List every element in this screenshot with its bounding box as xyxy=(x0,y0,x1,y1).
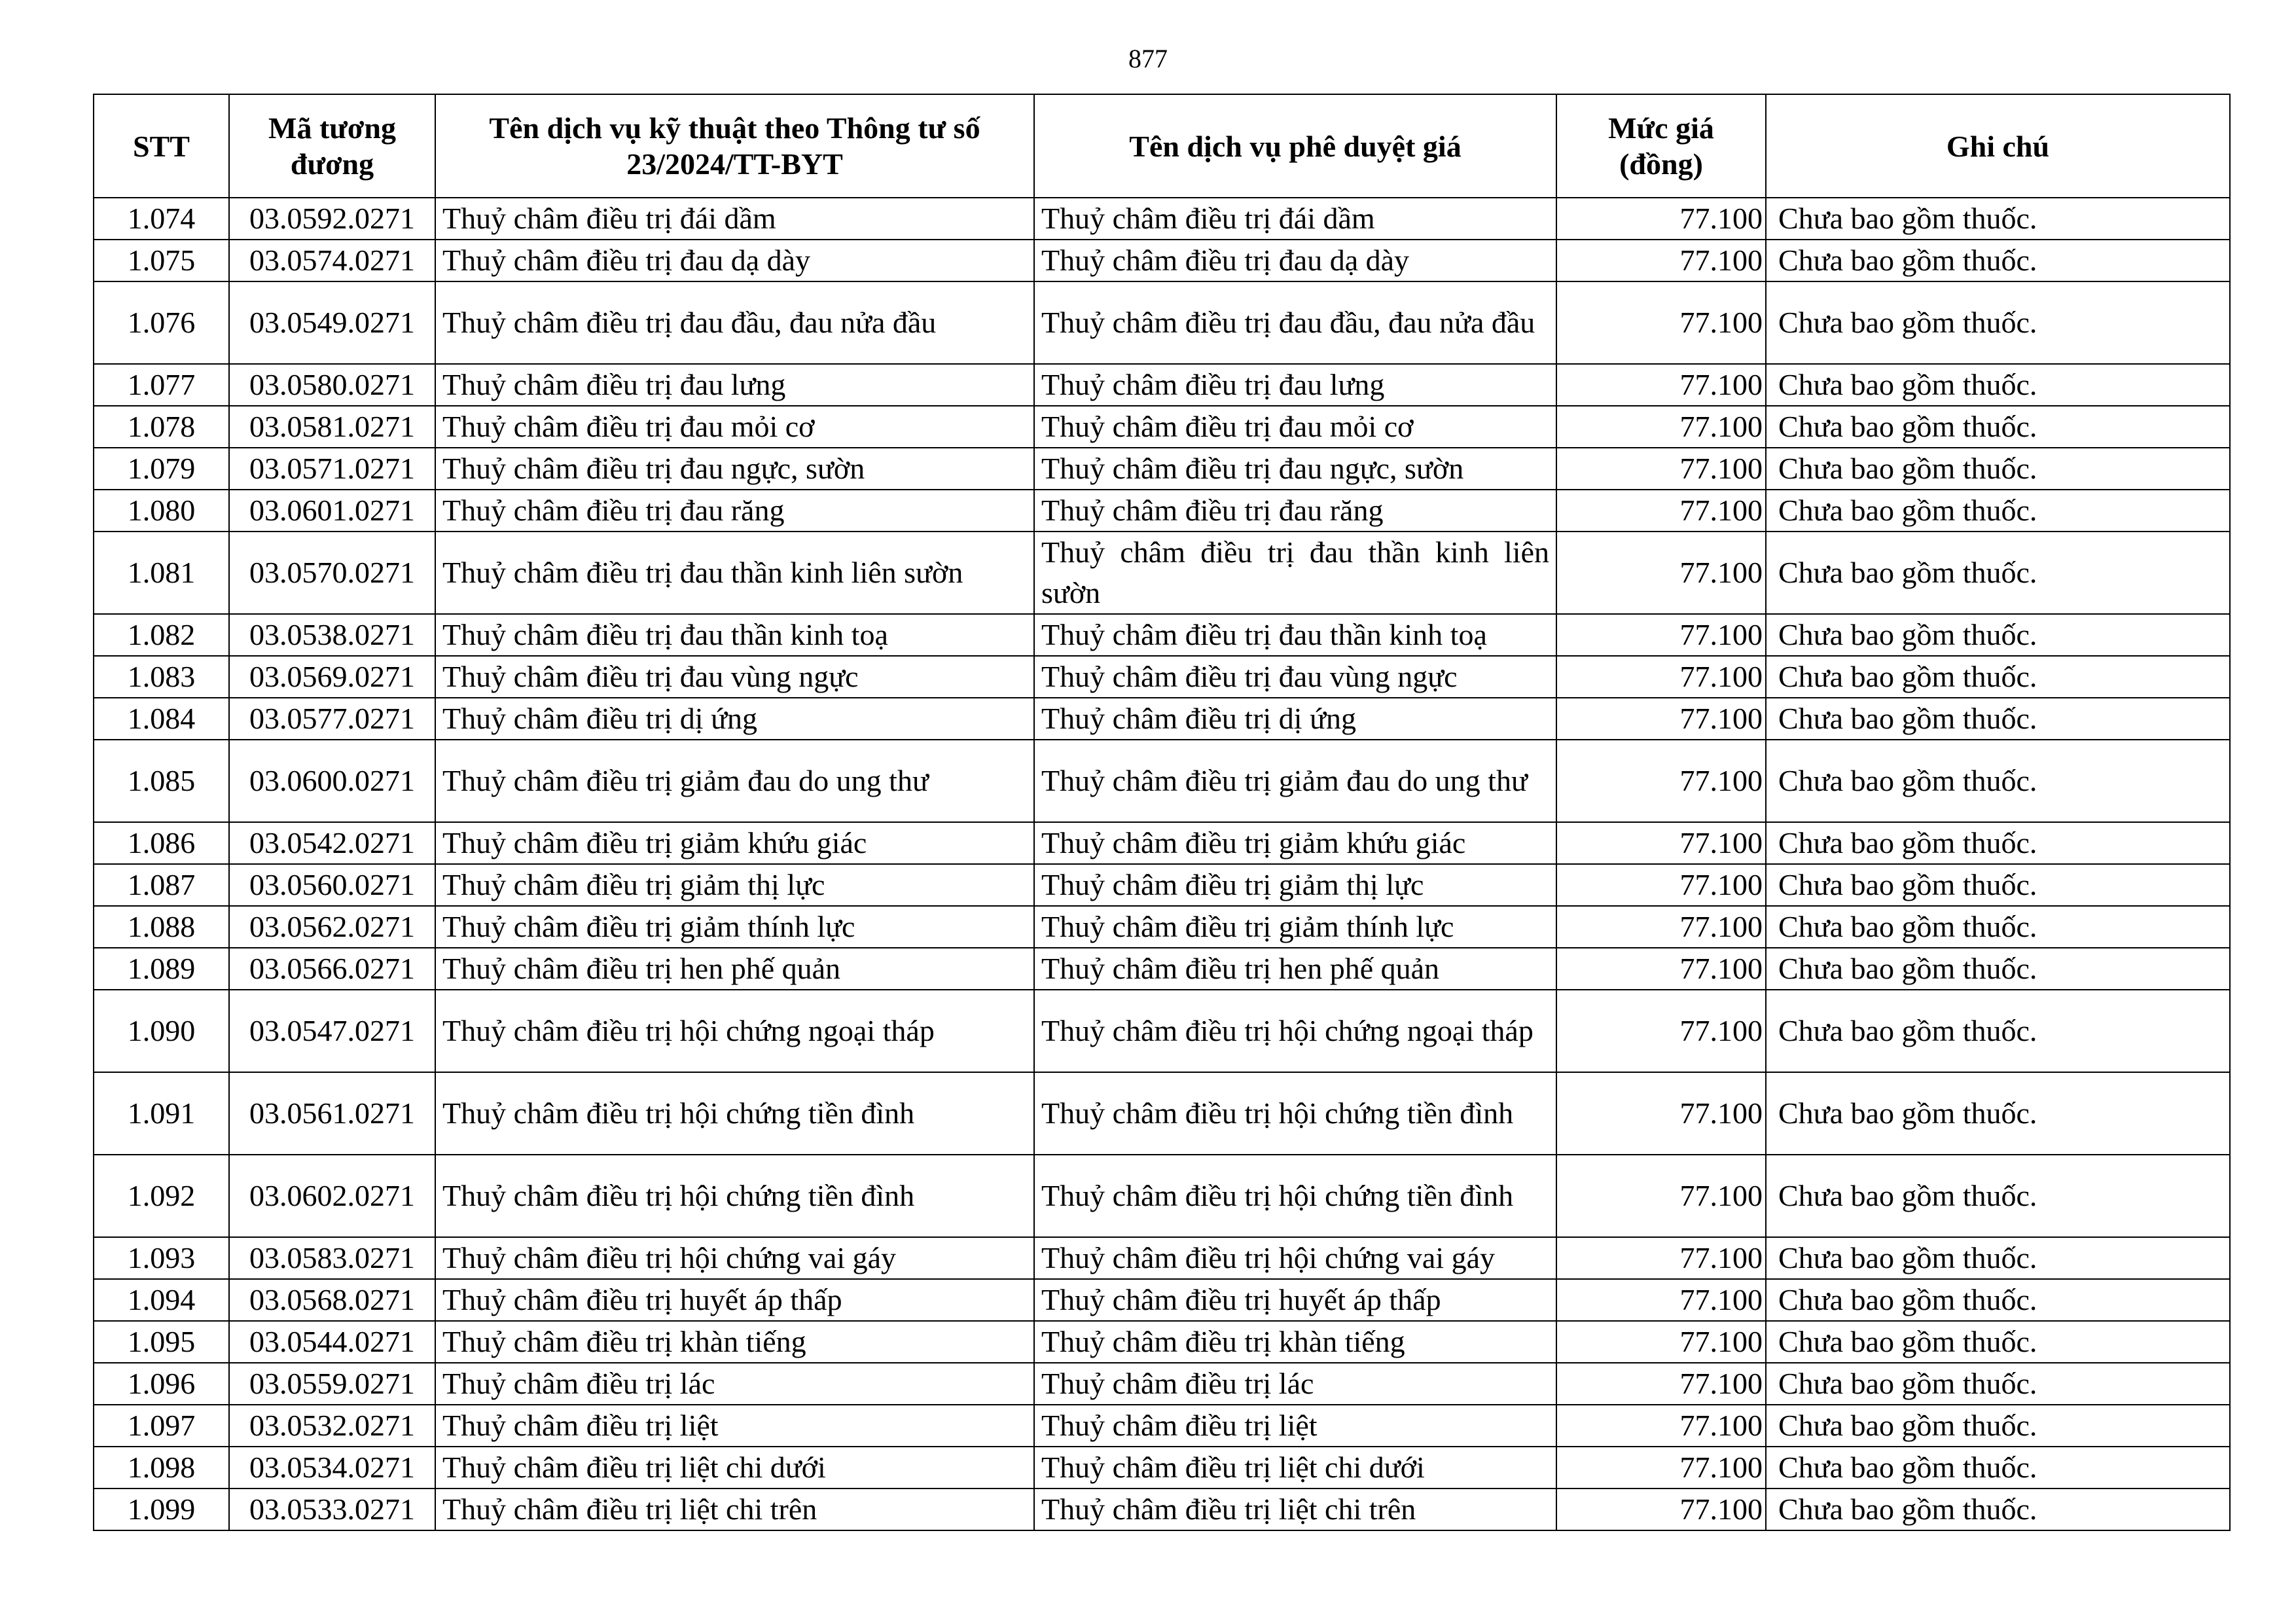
cell-stt: 1.084 xyxy=(94,698,229,740)
cell-approved-name: Thuỷ châm điều trị đau thần kinh liên sườn xyxy=(1034,532,1556,614)
cell-stt: 1.079 xyxy=(94,448,229,490)
price-table xyxy=(93,94,2231,1531)
header-stt: STT xyxy=(94,94,229,198)
cell-stt: 1.087 xyxy=(94,864,229,906)
cell-approved-name: Thuỷ châm điều trị đau thần kinh toạ xyxy=(1034,614,1556,656)
cell-price: 77.100 xyxy=(1556,1363,1766,1405)
cell-note: Chưa bao gồm thuốc. xyxy=(1766,656,2230,698)
cell-code: 03.0542.0271 xyxy=(229,822,435,864)
cell-service-name: Thuỷ châm điều trị liệt xyxy=(435,1405,1034,1447)
cell-code: 03.0583.0271 xyxy=(229,1237,435,1279)
cell-note: Chưa bao gồm thuốc. xyxy=(1766,864,2230,906)
table-row xyxy=(94,1489,2230,1530)
cell-code: 03.0532.0271 xyxy=(229,1405,435,1447)
cell-note: Chưa bao gồm thuốc. xyxy=(1766,1155,2230,1237)
table-row xyxy=(94,532,2230,614)
cell-note: Chưa bao gồm thuốc. xyxy=(1766,1405,2230,1447)
cell-service-name: Thuỷ châm điều trị đái dầm xyxy=(435,198,1034,240)
cell-service-name: Thuỷ châm điều trị giảm thính lực xyxy=(435,906,1034,948)
cell-service-name: Thuỷ châm điều trị đau răng xyxy=(435,490,1034,532)
cell-price: 77.100 xyxy=(1556,614,1766,656)
cell-note: Chưa bao gồm thuốc. xyxy=(1766,822,2230,864)
cell-price: 77.100 xyxy=(1556,406,1766,448)
cell-approved-name: Thuỷ châm điều trị đau đầu, đau nửa đầu xyxy=(1034,281,1556,364)
cell-code: 03.0570.0271 xyxy=(229,532,435,614)
cell-approved-name: Thuỷ châm điều trị đau dạ dày xyxy=(1034,240,1556,281)
cell-service-name: Thuỷ châm điều trị hen phế quản xyxy=(435,948,1034,990)
table-row xyxy=(94,448,2230,490)
cell-note: Chưa bao gồm thuốc. xyxy=(1766,1072,2230,1155)
cell-service-name: Thuỷ châm điều trị liệt chi dưới xyxy=(435,1447,1034,1489)
cell-code: 03.0544.0271 xyxy=(229,1321,435,1363)
cell-approved-name: Thuỷ châm điều trị hen phế quản xyxy=(1034,948,1556,990)
cell-approved-name: Thuỷ châm điều trị giảm thị lực xyxy=(1034,864,1556,906)
cell-note: Chưa bao gồm thuốc. xyxy=(1766,448,2230,490)
table-row xyxy=(94,1363,2230,1405)
cell-approved-name: Thuỷ châm điều trị hội chứng tiền đình xyxy=(1034,1072,1556,1155)
table-row xyxy=(94,1405,2230,1447)
cell-price: 77.100 xyxy=(1556,740,1766,822)
table-row xyxy=(94,1279,2230,1321)
cell-note: Chưa bao gồm thuốc. xyxy=(1766,1489,2230,1530)
cell-service-name: Thuỷ châm điều trị hội chứng tiền đình xyxy=(435,1072,1034,1155)
cell-price: 77.100 xyxy=(1556,1072,1766,1155)
header-service-name: Tên dịch vụ kỹ thuật theo Thông tư số 23/2024/TT-BYT xyxy=(435,94,1034,198)
cell-approved-name: Thuỷ châm điều trị hội chứng vai gáy xyxy=(1034,1237,1556,1279)
header-code: Mã tương đương xyxy=(229,94,435,198)
cell-price: 77.100 xyxy=(1556,448,1766,490)
cell-approved-name: Thuỷ châm điều trị giảm đau do ung thư xyxy=(1034,740,1556,822)
cell-note: Chưa bao gồm thuốc. xyxy=(1766,281,2230,364)
cell-approved-name: Thuỷ châm điều trị liệt chi dưới xyxy=(1034,1447,1556,1489)
cell-price: 77.100 xyxy=(1556,490,1766,532)
table-row xyxy=(94,364,2230,406)
cell-note: Chưa bao gồm thuốc. xyxy=(1766,1279,2230,1321)
cell-note: Chưa bao gồm thuốc. xyxy=(1766,406,2230,448)
table-row xyxy=(94,990,2230,1072)
cell-code: 03.0560.0271 xyxy=(229,864,435,906)
table-row xyxy=(94,656,2230,698)
cell-code: 03.0562.0271 xyxy=(229,906,435,948)
cell-code: 03.0601.0271 xyxy=(229,490,435,532)
cell-code: 03.0534.0271 xyxy=(229,1447,435,1489)
cell-stt: 1.098 xyxy=(94,1447,229,1489)
cell-stt: 1.081 xyxy=(94,532,229,614)
table-row xyxy=(94,1155,2230,1237)
cell-note: Chưa bao gồm thuốc. xyxy=(1766,614,2230,656)
cell-service-name: Thuỷ châm điều trị liệt chi trên xyxy=(435,1489,1034,1530)
cell-approved-name: Thuỷ châm điều trị đau vùng ngực xyxy=(1034,656,1556,698)
page-number: 877 xyxy=(1128,44,1168,73)
cell-note: Chưa bao gồm thuốc. xyxy=(1766,198,2230,240)
table-row xyxy=(94,406,2230,448)
cell-stt: 1.093 xyxy=(94,1237,229,1279)
cell-price: 77.100 xyxy=(1556,948,1766,990)
cell-stt: 1.074 xyxy=(94,198,229,240)
cell-approved-name: Thuỷ châm điều trị lác xyxy=(1034,1363,1556,1405)
table-row xyxy=(94,1447,2230,1489)
cell-note: Chưa bao gồm thuốc. xyxy=(1766,490,2230,532)
cell-note: Chưa bao gồm thuốc. xyxy=(1766,1363,2230,1405)
table-row xyxy=(94,490,2230,532)
cell-note: Chưa bao gồm thuốc. xyxy=(1766,1321,2230,1363)
cell-price: 77.100 xyxy=(1556,656,1766,698)
cell-approved-name: Thuỷ châm điều trị dị ứng xyxy=(1034,698,1556,740)
header-row xyxy=(94,94,2230,198)
cell-code: 03.0574.0271 xyxy=(229,240,435,281)
header-approved-name: Tên dịch vụ phê duyệt giá xyxy=(1034,94,1556,198)
cell-service-name: Thuỷ châm điều trị hội chứng vai gáy xyxy=(435,1237,1034,1279)
cell-note: Chưa bao gồm thuốc. xyxy=(1766,532,2230,614)
cell-note: Chưa bao gồm thuốc. xyxy=(1766,990,2230,1072)
table-row xyxy=(94,864,2230,906)
cell-service-name: Thuỷ châm điều trị đau lưng xyxy=(435,364,1034,406)
cell-price: 77.100 xyxy=(1556,698,1766,740)
cell-service-name: Thuỷ châm điều trị hội chứng tiền đình xyxy=(435,1155,1034,1237)
cell-stt: 1.097 xyxy=(94,1405,229,1447)
cell-note: Chưa bao gồm thuốc. xyxy=(1766,948,2230,990)
table-row xyxy=(94,1237,2230,1279)
cell-stt: 1.082 xyxy=(94,614,229,656)
cell-stt: 1.080 xyxy=(94,490,229,532)
cell-stt: 1.092 xyxy=(94,1155,229,1237)
cell-service-name: Thuỷ châm điều trị đau dạ dày xyxy=(435,240,1034,281)
cell-price: 77.100 xyxy=(1556,990,1766,1072)
cell-stt: 1.090 xyxy=(94,990,229,1072)
cell-stt: 1.083 xyxy=(94,656,229,698)
cell-price: 77.100 xyxy=(1556,822,1766,864)
cell-service-name: Thuỷ châm điều trị lác xyxy=(435,1363,1034,1405)
cell-approved-name: Thuỷ châm điều trị khàn tiếng xyxy=(1034,1321,1556,1363)
cell-approved-name: Thuỷ châm điều trị hội chứng ngoại tháp xyxy=(1034,990,1556,1072)
table-row xyxy=(94,614,2230,656)
cell-code: 03.0600.0271 xyxy=(229,740,435,822)
cell-price: 77.100 xyxy=(1556,906,1766,948)
cell-code: 03.0566.0271 xyxy=(229,948,435,990)
cell-approved-name: Thuỷ châm điều trị đau răng xyxy=(1034,490,1556,532)
cell-price: 77.100 xyxy=(1556,1489,1766,1530)
cell-price: 77.100 xyxy=(1556,864,1766,906)
table-row xyxy=(94,281,2230,364)
cell-service-name: Thuỷ châm điều trị giảm đau do ung thư xyxy=(435,740,1034,822)
cell-approved-name: Thuỷ châm điều trị đau mỏi cơ xyxy=(1034,406,1556,448)
cell-code: 03.0577.0271 xyxy=(229,698,435,740)
cell-note: Chưa bao gồm thuốc. xyxy=(1766,740,2230,822)
table-row xyxy=(94,822,2230,864)
cell-approved-name: Thuỷ châm điều trị huyết áp thấp xyxy=(1034,1279,1556,1321)
cell-approved-name: Thuỷ châm điều trị giảm khứu giác xyxy=(1034,822,1556,864)
cell-service-name: Thuỷ châm điều trị đau ngực, sườn xyxy=(435,448,1034,490)
cell-approved-name: Thuỷ châm điều trị giảm thính lực xyxy=(1034,906,1556,948)
cell-stt: 1.078 xyxy=(94,406,229,448)
cell-code: 03.0602.0271 xyxy=(229,1155,435,1237)
cell-price: 77.100 xyxy=(1556,364,1766,406)
cell-note: Chưa bao gồm thuốc. xyxy=(1766,364,2230,406)
cell-note: Chưa bao gồm thuốc. xyxy=(1766,240,2230,281)
cell-price: 77.100 xyxy=(1556,532,1766,614)
table-row xyxy=(94,740,2230,822)
table-row xyxy=(94,948,2230,990)
cell-price: 77.100 xyxy=(1556,240,1766,281)
cell-stt: 1.085 xyxy=(94,740,229,822)
cell-approved-name: Thuỷ châm điều trị liệt chi trên xyxy=(1034,1489,1556,1530)
table-row xyxy=(94,198,2230,240)
cell-stt: 1.095 xyxy=(94,1321,229,1363)
cell-service-name: Thuỷ châm điều trị huyết áp thấp xyxy=(435,1279,1034,1321)
cell-note: Chưa bao gồm thuốc. xyxy=(1766,906,2230,948)
cell-approved-name: Thuỷ châm điều trị hội chứng tiền đình xyxy=(1034,1155,1556,1237)
cell-stt: 1.091 xyxy=(94,1072,229,1155)
cell-service-name: Thuỷ châm điều trị đau thần kinh liên sườn xyxy=(435,532,1034,614)
cell-code: 03.0580.0271 xyxy=(229,364,435,406)
cell-note: Chưa bao gồm thuốc. xyxy=(1766,698,2230,740)
cell-code: 03.0559.0271 xyxy=(229,1363,435,1405)
cell-service-name: Thuỷ châm điều trị đau vùng ngực xyxy=(435,656,1034,698)
cell-service-name: Thuỷ châm điều trị khàn tiếng xyxy=(435,1321,1034,1363)
header-price: Mức giá (đồng) xyxy=(1556,94,1766,198)
cell-service-name: Thuỷ châm điều trị đau đầu, đau nửa đầu xyxy=(435,281,1034,364)
cell-approved-name: Thuỷ châm điều trị đau ngực, sườn xyxy=(1034,448,1556,490)
table-row xyxy=(94,698,2230,740)
cell-code: 03.0561.0271 xyxy=(229,1072,435,1155)
cell-note: Chưa bao gồm thuốc. xyxy=(1766,1237,2230,1279)
cell-service-name: Thuỷ châm điều trị đau mỏi cơ xyxy=(435,406,1034,448)
header-note: Ghi chú xyxy=(1766,94,2230,198)
cell-code: 03.0569.0271 xyxy=(229,656,435,698)
table-row xyxy=(94,240,2230,281)
cell-service-name: Thuỷ châm điều trị giảm thị lực xyxy=(435,864,1034,906)
cell-code: 03.0547.0271 xyxy=(229,990,435,1072)
table-row xyxy=(94,1072,2230,1155)
cell-service-name: Thuỷ châm điều trị dị ứng xyxy=(435,698,1034,740)
cell-code: 03.0571.0271 xyxy=(229,448,435,490)
cell-price: 77.100 xyxy=(1556,281,1766,364)
cell-approved-name: Thuỷ châm điều trị đau lưng xyxy=(1034,364,1556,406)
cell-code: 03.0581.0271 xyxy=(229,406,435,448)
cell-stt: 1.075 xyxy=(94,240,229,281)
cell-price: 77.100 xyxy=(1556,1321,1766,1363)
cell-stt: 1.099 xyxy=(94,1489,229,1530)
cell-code: 03.0592.0271 xyxy=(229,198,435,240)
cell-code: 03.0533.0271 xyxy=(229,1489,435,1530)
table-row xyxy=(94,1321,2230,1363)
cell-code: 03.0549.0271 xyxy=(229,281,435,364)
cell-service-name: Thuỷ châm điều trị đau thần kinh toạ xyxy=(435,614,1034,656)
table-row xyxy=(94,906,2230,948)
cell-price: 77.100 xyxy=(1556,1155,1766,1237)
cell-price: 77.100 xyxy=(1556,1237,1766,1279)
cell-approved-name: Thuỷ châm điều trị liệt xyxy=(1034,1405,1556,1447)
cell-stt: 1.086 xyxy=(94,822,229,864)
cell-price: 77.100 xyxy=(1556,1405,1766,1447)
cell-stt: 1.088 xyxy=(94,906,229,948)
cell-price: 77.100 xyxy=(1556,1447,1766,1489)
cell-stt: 1.089 xyxy=(94,948,229,990)
table-header xyxy=(94,94,2230,198)
cell-code: 03.0568.0271 xyxy=(229,1279,435,1321)
cell-price: 77.100 xyxy=(1556,198,1766,240)
cell-service-name: Thuỷ châm điều trị hội chứng ngoại tháp xyxy=(435,990,1034,1072)
cell-approved-name: Thuỷ châm điều trị đái dầm xyxy=(1034,198,1556,240)
cell-price: 77.100 xyxy=(1556,1279,1766,1321)
table-body xyxy=(94,198,2230,1530)
cell-service-name: Thuỷ châm điều trị giảm khứu giác xyxy=(435,822,1034,864)
cell-stt: 1.096 xyxy=(94,1363,229,1405)
cell-note: Chưa bao gồm thuốc. xyxy=(1766,1447,2230,1489)
cell-stt: 1.076 xyxy=(94,281,229,364)
cell-code: 03.0538.0271 xyxy=(229,614,435,656)
cell-stt: 1.077 xyxy=(94,364,229,406)
cell-stt: 1.094 xyxy=(94,1279,229,1321)
